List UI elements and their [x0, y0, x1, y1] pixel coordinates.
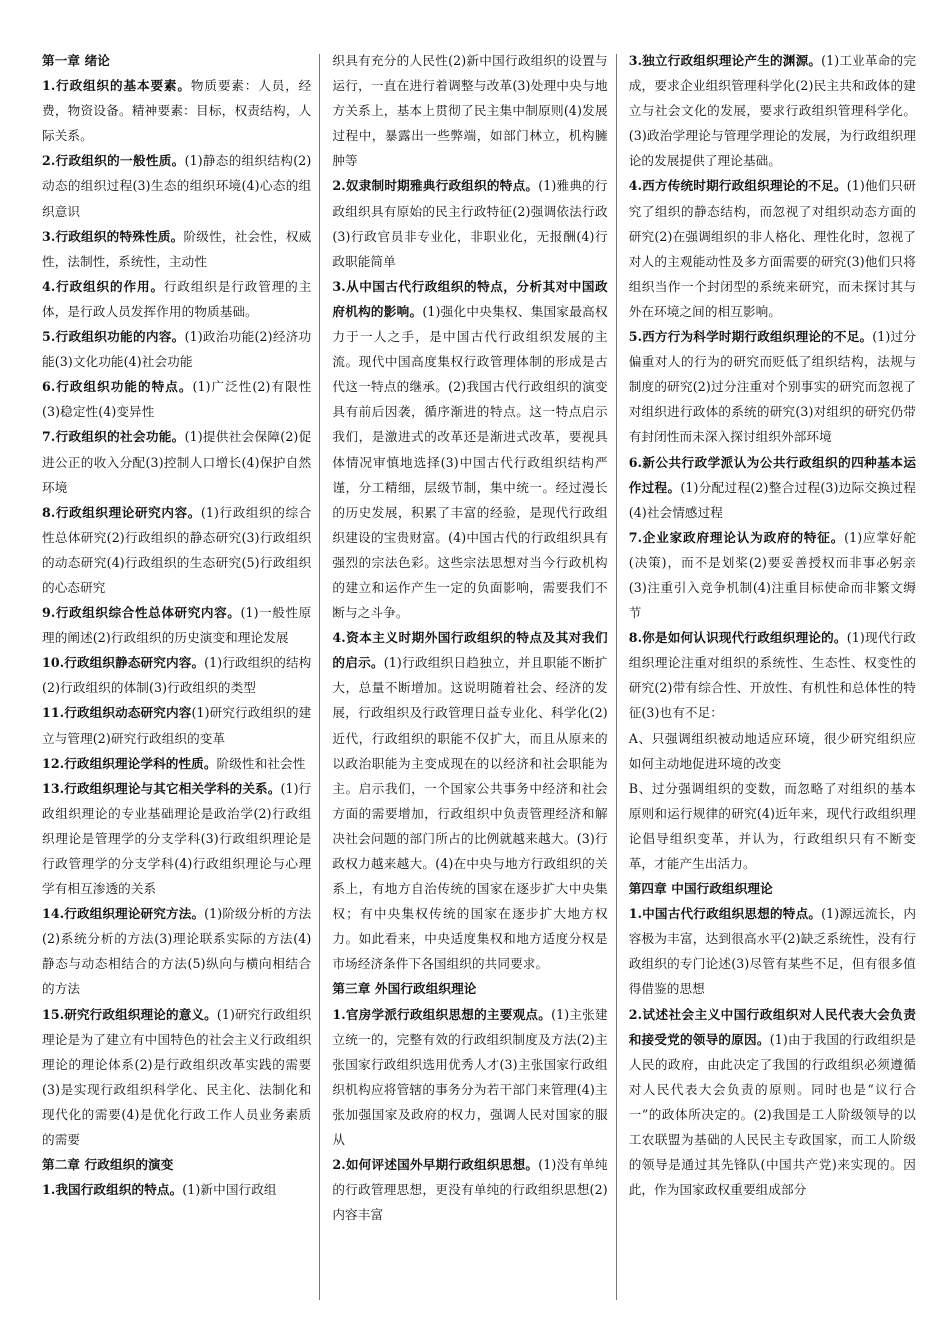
column-right: [617, 48, 916, 1300]
qa-paragraph: [42, 600, 311, 650]
qa-paragraph: [42, 374, 311, 424]
answer-text: (1)工业革命的完成，要求企业组织管理科学化(2)民主共和政体的建立与社会文化的发展，要求行政组织管理科学化。(3)政治学理论与管理学理论的发展，为行政组织理论的发展提供了理论基础。: [628, 53, 917, 169]
question-title: 2.行政组织的一般性质。: [42, 153, 185, 169]
answer-text: (1)强化中央集权、集国家最高权力于一人之手，是中国古代行政组织发展的主流。现代中国高度集权行政管理体制的形成是古代这一特点的继承。(2)我国古代行政组织的演变具有前后因袭，循序渐进的特点。这一特点启示我们，是激进式的改革还是渐进式改革，要视具体情况审慎地选择(3)中国古代行政组织结构严谨，分工精细，层级节制，集中统一。经过漫长的历史发展，积累了丰富的经验，是现代行政组织建设的宝贵财富。(4)中国古代的行政组织具有强烈的宗法色彩。这些宗法思想对当今行政机构的建立和运作产生一定的负面影响，需要我们不断与之斗争。: [332, 303, 608, 621]
qa-paragraph: [629, 525, 916, 625]
answer-text: (1)由于我国的行政组织是人民的政府，由此决定了我国的行政组织必须遵循对人民代表大会负责的原则。同时也是“议行合一”的政体所决定的。(2)我国是工人阶级领导的以工农联盟为基础的人民民主专政国家，而工人阶级的领导是通过其先锋队(中国共产党)来实现的。因此，作为国家政权重要组成部分: [628, 1031, 917, 1198]
answer-text: (1)应掌好舵(决策)，而不是划桨(2)要妥善授权而非事必躬亲(3)注重引入竞争机制(4)注重目标使命而非繁文缛节: [628, 529, 917, 621]
answer-text: (1)行政组织的结构(2)行政组织的体制(3)行政组织的类型: [42, 655, 312, 696]
answer-text: (1)新中国行政组: [182, 1182, 277, 1198]
answer-text: (1)主张建立统一的，完整有效的行政组织制度及方法(2)主张国家行政组织选用优秀人才(3)主张国家行政组织机构应将管辖的事务分为若干部门来管理(4)主张加强国家及政府的权力，强调人民对国家的服从: [332, 1006, 608, 1148]
qa-paragraph: [332, 274, 607, 625]
answer-text: (1)雅典的行政组织具有原始的民主行政特征(2)强调依法行政(3)行政官员非专业化，非职业化，无报酬(4)行政职能简单: [332, 178, 608, 269]
qa-paragraph: [629, 726, 916, 776]
answer-text: 行政组织是行政管理的主体，是行政人员发挥作用的物质基础。: [42, 278, 312, 319]
qa-paragraph: [629, 324, 916, 449]
question-title: 1.我国行政组织的特点。: [42, 1182, 183, 1198]
qa-paragraph: [42, 1177, 311, 1202]
answer-text: (1)阶级分析的方法(2)系统分析的方法(3)理论联系实际的方法(4)静态与动态相结合的方法(5)纵向与横向相结合的方法: [42, 906, 312, 997]
answer-text: (1)行政组织理论的专业基础理论是政治学(2)行政组织理论是管理学的分支学科(3)行政组织理论是行政管理学的分支学科(4)行政组织理论与心理学有相互渗透的关系: [42, 780, 312, 897]
question-title: 4.行政组织的作用。: [42, 278, 164, 294]
answer-text: (1)分配过程(2)整合过程(3)边际交换过程(4)社会情感过程: [628, 479, 917, 520]
answer-text: (1)一般性原理的阐述(2)行政组织的历史演变和理论发展: [42, 605, 312, 646]
chapter-heading: 第三章 外国行政组织理论: [332, 981, 477, 997]
question-title: 8.行政组织理论研究内容。: [42, 504, 201, 520]
question-title: 7.企业家政府理论认为政府的特征。: [628, 529, 845, 545]
answer-text: 织具有充分的人民性(2)新中国行政组织的设置与运行，一直在进行着调整与改革(3)处理中央与地方关系上，基本上贯彻了民主集中制原则(4)发展过程中，暴露出一些弊端，如部门林立，机构臃肿等: [332, 53, 608, 169]
question-title: 10.行政组织静态研究内容。: [42, 655, 205, 671]
answer-text: (1)研究行政组织的建立与管理(2)研究行政组织的变革: [42, 705, 312, 746]
qa-paragraph: [629, 48, 916, 173]
answer-text: (1)提供社会保障(2)促进公正的收入分配(3)控制人口增长(4)保护自然环境: [42, 429, 312, 495]
answer-text: (1)没有单纯的行政管理思想，更没有单纯的行政组织思想(2)内容丰富: [332, 1157, 608, 1223]
answer-text: 阶级性，社会性，权威性，法制性，系统性，主动性: [42, 228, 312, 269]
qa-paragraph: [42, 500, 311, 600]
question-title: 1.行政组织的基本要素。: [42, 78, 191, 94]
qa-paragraph: [629, 625, 916, 725]
qa-paragraph: [42, 901, 311, 1001]
question-title: 9.行政组织综合性总体研究内容。: [42, 605, 241, 621]
question-title: 15.研究行政组织理论的意义。: [42, 1006, 217, 1022]
answer-text: (1)研究行政组织理论是为了建立有中国特色的社会主义行政组织理论的理论体系(2)是行政组织改革实践的需要(3)是实现行政组织科学化、民主化、法制化和现代化的需要(4)是优化行政工作人员业务素质的需要: [42, 1006, 312, 1148]
question-title: 5.行政组织功能的内容。: [42, 329, 185, 345]
question-title: 6.行政组织功能的特点。: [42, 379, 193, 395]
answer-text: B、过分强调组织的变数，而忽略了对组织的基本原则和运行规律的研究(4)近年来，现代行政组织理论倡导组织变革，并认为，行政组织只有不断变革，才能产生出活力。: [628, 780, 917, 871]
qa-paragraph: [629, 776, 916, 876]
qa-paragraph: [42, 424, 311, 499]
qa-paragraph: [42, 224, 311, 274]
question-title: 2.试述社会主义中国行政组织对人民代表大会负责和接受党的领导的原因。: [628, 1006, 917, 1047]
qa-paragraph: [332, 625, 607, 976]
qa-paragraph: [332, 48, 607, 173]
qa-paragraph: [629, 173, 916, 324]
answer-text: (1)行政组织的综合性总体研究(2)行政组织的静态研究(3)行政组织的动态研究(4)行政组织的生态研究(5)行政组织的心态研究: [42, 504, 312, 595]
answer-text: (1)现代行政组织理论注重对组织的系统性、生态性、权变性的研究(2)带有综合性、开放性、有机性和总体性的特征(3)也有不足：: [628, 630, 917, 721]
answer-text: 阶级性和社会性: [216, 755, 306, 771]
question-title: 3.从中国古代行政组织的特点，分析其对中国政府机构的影响。: [332, 278, 608, 319]
qa-paragraph: [42, 700, 311, 750]
qa-paragraph: [332, 1002, 607, 1153]
question-title: 2.奴隶制时期雅典行政组织的特点。: [332, 178, 539, 194]
qa-paragraph: [42, 148, 311, 223]
document-page: [42, 48, 916, 1300]
chapter-heading: 第一章 绪论: [42, 53, 110, 68]
question-title: 4.西方传统时期行政组织理论的不足。: [628, 178, 847, 194]
question-title: 3.行政组织的特殊性质。: [42, 228, 184, 244]
chapter-heading: 第二章 行政组织的演变: [42, 1157, 174, 1173]
question-title: 12.行政组织理论学科的性质。: [42, 755, 217, 771]
answer-text: (1)广泛性(2)有限性(3)稳定性(4)变异性: [42, 379, 312, 420]
answer-text: (1)他们只研究了组织的静态结构，而忽视了对组织动态方面的研究(2)在强调组织的非人格化、理性化时，忽视了对人的主观能动性及多方面需要的研究(3)他们只将组织当作一个封闭型的系统来研究，而未探讨其与外在环境之间的相互影响。: [628, 178, 917, 319]
answer-text: (1)静态的组织结构(2)动态的组织过程(3)生态的组织环境(4)心态的组织意识: [42, 153, 312, 219]
answer-text: (1)源远流长，内容极为丰富，达到很高水平(2)缺乏系统性，没有行政组织的专门论述(3)尽管有某些不足，但有很多值得借鉴的思想: [628, 906, 917, 997]
qa-paragraph: [42, 751, 311, 776]
question-title: 14.行政组织理论研究方法。: [42, 906, 205, 922]
question-title: 1.官房学派行政组织思想的主要观点。: [332, 1006, 552, 1022]
question-title: 1.中国古代行政组织思想的特点。: [628, 906, 822, 922]
answer-text: (1)政治功能(2)经济功能(3)文化功能(4)社会功能: [42, 329, 312, 370]
qa-paragraph: [42, 73, 311, 148]
qa-paragraph: [42, 324, 311, 374]
qa-paragraph: [42, 650, 311, 700]
qa-paragraph: [629, 450, 916, 525]
question-title: 6.新公共行政学派认为公共行政组织的四种基本运作过程。: [628, 454, 917, 495]
qa-paragraph: [629, 901, 916, 1001]
question-title: 2.如何评述国外早期行政组织思想。: [332, 1157, 539, 1173]
question-title: 5.西方行为科学时期行政组织理论的不足。: [628, 329, 873, 345]
answer-text: 物质要素：人员，经费，物资设备。精神要素：目标，权责结构，人际关系。: [42, 78, 312, 144]
answer-text: (1)过分偏重对人的行为的研究而贬低了组织结构，法规与制度的研究(2)过分注重对个别事实的研究而忽视了对组织进行政体的系统的研究(3)对组织的研究仍带有封闭性而未深入探讨组织外部环境: [628, 329, 917, 445]
qa-paragraph: [42, 274, 311, 324]
qa-paragraph: [332, 1152, 607, 1227]
question-title: 4.资本主义时期外国行政组织的特点及其对我们的启示。: [332, 630, 608, 671]
qa-paragraph: [629, 1002, 916, 1203]
qa-paragraph: [42, 1002, 311, 1153]
question-title: 11.行政组织动态研究内容: [42, 705, 192, 721]
question-title: 13.行政组织理论与其它相关学科的关系。: [42, 780, 281, 796]
column-middle: [320, 48, 615, 1300]
qa-paragraph: [332, 173, 607, 273]
question-title: 7.行政组织的社会功能。: [42, 429, 185, 445]
chapter-heading: 第四章 中国行政组织理论: [628, 881, 773, 897]
qa-paragraph: [42, 776, 311, 901]
question-title: 8.你是如何认识现代行政组织理论的。: [628, 630, 847, 646]
answer-text: (1)行政组织日趋独立，并且职能不断扩大，总量不断增加。这说明随着社会、经济的发展，行政组织及行政管理日益专业化、科学化(2)近代，行政组织的职能不仅扩大，而且从原来的以政治职能为主变成现在的以经济和社会职能为主。启示我们，一个国家公共事务中经济和社会方面的需要增加，行政组织中负责管理经济和解决社会问题的部门所占的比例就越来越大。(3)行政权力越来越大。(4)在中央与地方行政组织的关系上，有地方自治传统的国家在逐步扩大中央集权；有中央集权传统的国家在逐步扩大地方权力。如此看来，中央适度集权和地方适度分权是市场经济条件下各国组织的共同要求。: [332, 655, 608, 972]
answer-text: A、只强调组织被动地适应环境，很少研究组织应如何主动地促进环境的改变: [628, 730, 917, 771]
question-title: 3.独立行政组织理论产生的渊源。: [628, 53, 822, 68]
column-left: [42, 48, 319, 1300]
